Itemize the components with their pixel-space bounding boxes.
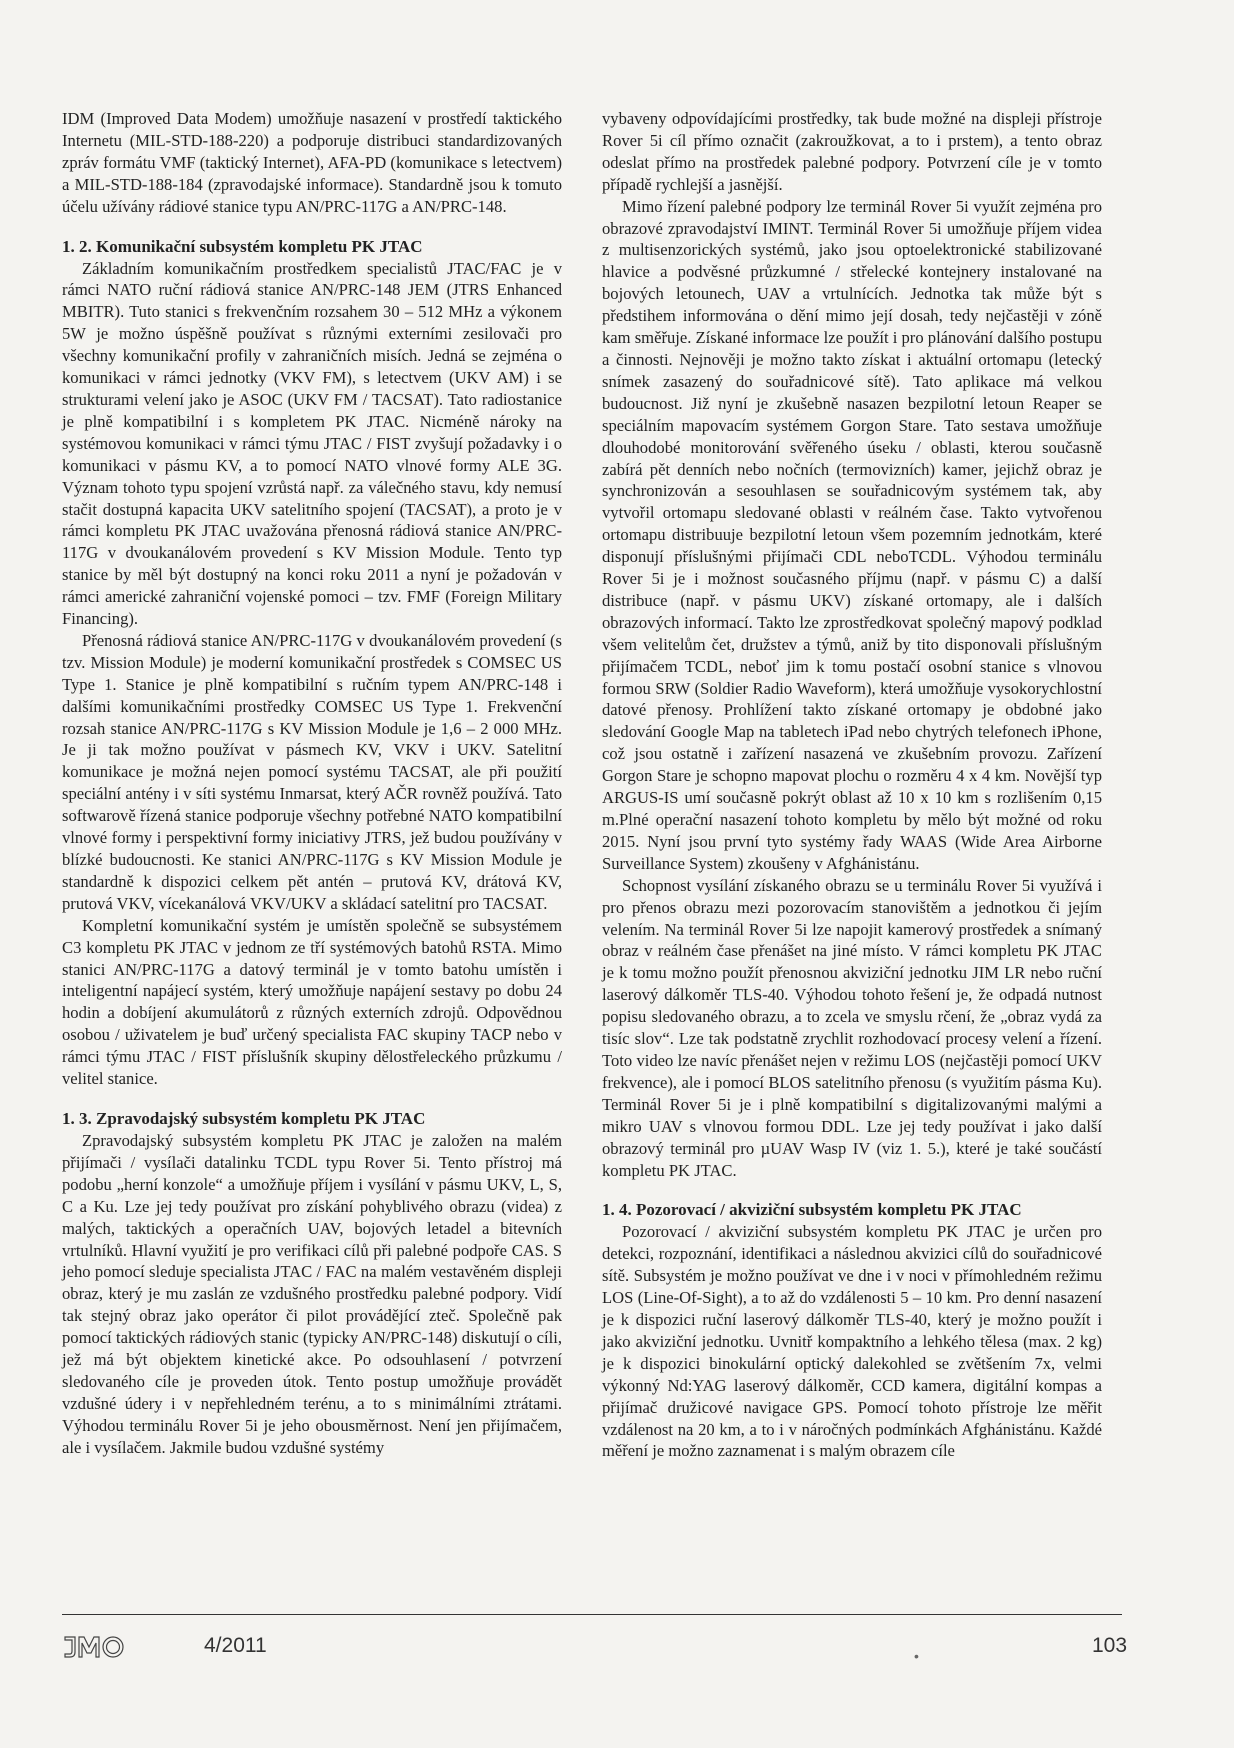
right-column (602, 108, 1102, 1462)
paragraph: Mimo řízení palebné podpory lze terminál Rover 5i využít zejména pro obrazové zpravodajství IMINT. Terminál Rover 5i umožňuje příjem videa z multisenzorických systémů, jako jsou optoelektronické stabilizované hlavice a podvěsné průzkumné / střelecké kontejnery instalované na bojových letounech, UAV a vrtulnících. Jednotka tak může být s předstihem informována o dění mimo její dosah, tedy nejčastěji v zóně kam směřuje. Získané informace lze použít i pro plánování dalšího postupu a činnosti. Nejnověji je možno takto získat i aktuální ortomapu (letecký snímek zasazený do souřadnicové sítě). Tato aplikace má velkou budoucnost. Již nyní je zkušebně nasazen bezpilotní letoun Reaper se speciálním mapovacím systémem Gorgon Stare. Tato sestava umožňuje dlouhodobé monitorování svěřeného úseku / oblasti, kterou současně zabírá pět denních nebo nočních (termovizních) kamer, jejichž obraz je synchronizován a sesouhlasen se souřadnicovým systémem tak, aby vytvořil ortomapu sledované oblasti v reálném čase. Takto vytvořenou ortomapu distribuuje bezpilotní letoun všem pozemním jednotkám, které disponují příslušnými přijímači CDL neboTCDL. Výhodou terminálu Rover 5i je i možnost současného příjmu (např. v pásmu C) a další distribuce (např. v pásmu UKV) získané ortomapy, ale i dalších obrazových informací. Takto lze zprostředkovat společný mapový podklad všem velitelům čet, družstev a týmů, aniž by tito disponovali příslušným přijímačem TCDL, neboť jim k tomu postačí osobní stanice s vlnovou formou SRW (Soldier Radio Waveform), která umožňuje vysokorychlostní datové přenosy. Prohlížení takto získané ortomapy je obdobné jako sledování Google Map na tabletech iPad nebo chytrých telefonech iPhone, což jsou ostatně i zařízení nasazená ve zkušebním provozu. Zařízení Gorgon Stare je schopno mapovat plochu o rozměru 4 x 4 km. Novější typ ARGUS-IS umí současně pokrýt oblast až 10 x 10 km s rozlišením 0,15 m.Plné operační nasazení tohoto kompletu by mělo být možné od roku 2015. Nyní jsou první tyto systémy řady WAAS (Wide Area Airborne Surveillance System) zkoušeny v Afghánistánu. (602, 196, 1102, 873)
page-number: 103 (1092, 1634, 1128, 1657)
paragraph: Přenosná rádiová stanice AN/PRC-117G v dvoukanálovém provedení (s tzv. Mission Module) je moderní komunikační prostředek s COMSEC US Type 1. Stanice je plně kompatibilní s ručním typem AN/PRC-148 i dalšími komunikačními prostředky COMSEC US Type 1. Frekvenční rozsah stanice AN/PRC-117G s KV Mission Module je 1,6 – 2 000 MHz. Je ji tak možno používat v pásmech KV, VKV i UKV. Satelitní komunikace je možná nejen pomocí systému TACSAT, ale při použití speciální antény i v síti systému Inmarsat, který AČR rovněž používá. Tato softwarově řízená stanice podporuje všechny potřebné NATO kompatibilní vlnové formy i perspektivní formy iniciativy JTRS, jež budou používány v blízké budoucnosti. Ke stanici AN/PRC-117G s KV Mission Module je standardně k dispozici celkem pět antén – prutová KV, drátová KV, prutová VKV, vícekanálová VKV/UKV a skládací satelitní pro TACSAT. (62, 630, 562, 913)
section-heading: 1. 2. Komunikační subsystém kompletu PK JTAC (62, 236, 423, 256)
footer-rule (62, 1614, 1122, 1615)
footer-mark: • (914, 1648, 919, 1664)
paragraph: Schopnost vysílání získaného obrazu se u terminálu Rover 5i využívá i pro přenos obrazu mezi pozorovacím stanovištěm a jednotkou či jejím velením. Na terminál Rover 5i lze napojit kamerový prostředek a snímaný obraz v reálném čase přenášet na jiné místo. V rámci kompletu PK JTAC je k tomu možno použít přenosnou akviziční jednotku JIM LR nebo ruční laserový dálkoměr TLS-40. Výhodou tohoto řešení je, že odpadá nutnost popisu sledovaného obrazu, a to zcela ve smyslu rčení, že „obraz vydá za tisíc slov“. Lze tak podstatně zrychlit rozhodovací procesy velení a řízení. Toto video lze navíc přenášet nejen v režimu LOS (nejčastěji pomocí UKV frekvence), ale i pomocí BLOS satelitního přenosu (s využitím pásma Ku). Terminál Rover 5i je i plně kompatibilní s digitalizovanými malými a mikro UAV s vlnovou formou DDL. Lze jej tedy používat i jako další obrazový terminál pro µUAV Wasp IV (viz 1. 5.), které je také součástí kompletu PK JTAC. (602, 875, 1102, 1180)
paragraph: Pozorovací / akviziční subsystém kompletu PK JTAC je určen pro detekci, rozpoznání, identifikaci a následnou akvizici cílů do souřadnicové sítě. Subsystém je možno používat ve dne i v noci v přímohledném režimu LOS (Line-Of-Sight), a to až do vzdálenosti 5 – 10 km. Pro denní nasazení je k dispozici ruční laserový dálkoměr TLS-40, který je možno použít i jako akviziční jednotku. Uvnitř kompaktního a lehkého tělesa (max. 2 kg) je k dispozici binokulární optický dalekohled se zvětšením 7x, velmi výkonný Nd:YAG laserový dálkoměr, CCD kamera, digitální kompas a přijímač družicové navigace GPS. Pomocí tohoto přístroje lze měřit vzdálenost na 20 km, a to i v náročných podmínkách Afghánistánu. Každé měření je možno zaznamenat i s malým obrazem cíle (602, 1222, 1102, 1461)
section-heading: 1. 4. Pozorovací / akviziční subsystém kompletu PK JTAC (602, 1200, 1022, 1220)
paragraph: Základním komunikačním prostředkem specialistů JTAC/FAC je v rámci NATO ruční rádiová stanice AN/PRC-148 JEM (JTRS Enhanced MBITR). Tuto stanici s frekvenčním rozsahem 30 – 512 MHz a výkonem 5W je možno úspěšně používat s různými externími zesilovači pro všechny komunikační profily v zahraničních misích. Jedná se zejména o komunikaci v rámci jednotky (VKV FM), s letectvem (UKV AM) i se strukturami velení jako je ASOC (UKV FM / TACSAT). Tato radiostanice je plně kompatibilní i s kompletem PK JTAC. Nicméně nároky na systémovou komunikaci v rámci týmu JTAC / FIST zvyšují požadavky i o komunikaci v pásmu KV, a to pomocí NATO vlnové formy ALE 3G. Význam tohoto typu spojení vzrůstá např. za válečného stavu, kdy nemusí stačit dostupná kapacita UKV satelitního spojení (TACSAT), a proto je v rámci kompletu PK JTAC uvažována přenosná rádiová stanice AN/PRC-117G v dvoukanálovém provedení s KV Mission Module. Tento typ stanice by měl být dostupný na konci roku 2011 a nyní je požadován v rámci americké zahraniční vojenské pomoci – tzv. FMF (Foreign Military Financing). (62, 258, 562, 629)
paragraph: Kompletní komunikační systém je umístěn společně se subsystémem C3 kompletu PK JTAC v jednom ze tří systémových batohů RSTA. Mimo stanici AN/PRC-117G a datový terminál je v tomto batohu umístěn i inteligentní napájecí systém, který umožňuje napájení sestavy po dobu 24 hodin a dobíjení akumulátorů z různých externích zdrojů. Odpovědnou osobou / uživatelem je buď určený specialista FAC skupiny TACP nebo v rámci týmu JTAC / FIST příslušník skupiny dělostřeleckého průzkumu / velitel stanice. (62, 915, 562, 1089)
paragraph: vybaveny odpovídajícími prostředky, tak bude možné na displeji přístroje Rover 5i cíl přímo označit (zakroužkovat, a to i prstem), a tento obraz odeslat přímo na prostředek palebné podpory. Potvrzení cíle je v tomto případě rychlejší a jasnější. (602, 109, 1102, 194)
paragraph: IDM (Improved Data Modem) umožňuje nasazení v prostředí taktického Internetu (MIL-STD-188-220) a podporuje distribuci standardizovaných zpráv formátu VMF (taktický Internet), AFA-PD (komunikace s letectvem) a MIL-STD-188-184 (zpravodajské informace). Standardně jsou k tomuto účelu užívány rádiové stanice typu AN/PRC-117G a AN/PRC-148. (62, 109, 562, 216)
journal-logo (62, 1634, 126, 1660)
jmo-logo-icon (62, 1634, 126, 1660)
left-column (62, 108, 562, 1459)
section-heading: 1. 3. Zpravodajský subsystém kompletu PK JTAC (62, 1108, 426, 1128)
issue-number: 4/2011 (204, 1634, 267, 1657)
paragraph: Zpravodajský subsystém kompletu PK JTAC je založen na malém přijímači / vysílači datalinku TCDL typu Rover 5i. Tento přístroj má podobu „herní konzole“ a umožňuje příjem i vysílání v pásmu UKV, L, S, C a Ku. Lze jej tedy používat pro získání pohyblivého obrazu (videa) z malých, taktických a operačních UAV, bojových letadel a bitevních vrtulníků. Hlavní využití je pro verifikaci cílů při palebné podpoře CAS. S jeho pomocí sleduje specialista JTAC / FAC na malém vestavěném displeji obraz, který je mu zaslán ze vzdušného prostředku palebné podpory. Vidí tak stejný obraz jako operátor či pilot provádějící zteč. Společně pak pomocí taktických rádiových stanic (typicky AN/PRC-148) diskutují o cíli, jež má být objektem kinetické akce. Po odsouhlasení / potvrzení sledovaného cíle je proveden útok. Tento postup umožňuje provádět vzdušné údery i v nepřehledném terénu, a to s minimálními ztrátami. Výhodou terminálu Rover 5i je jeho obousměrnost. Není jen přijímačem, ale i vysílačem. Jakmile budou vzdušné systémy (62, 1130, 562, 1457)
